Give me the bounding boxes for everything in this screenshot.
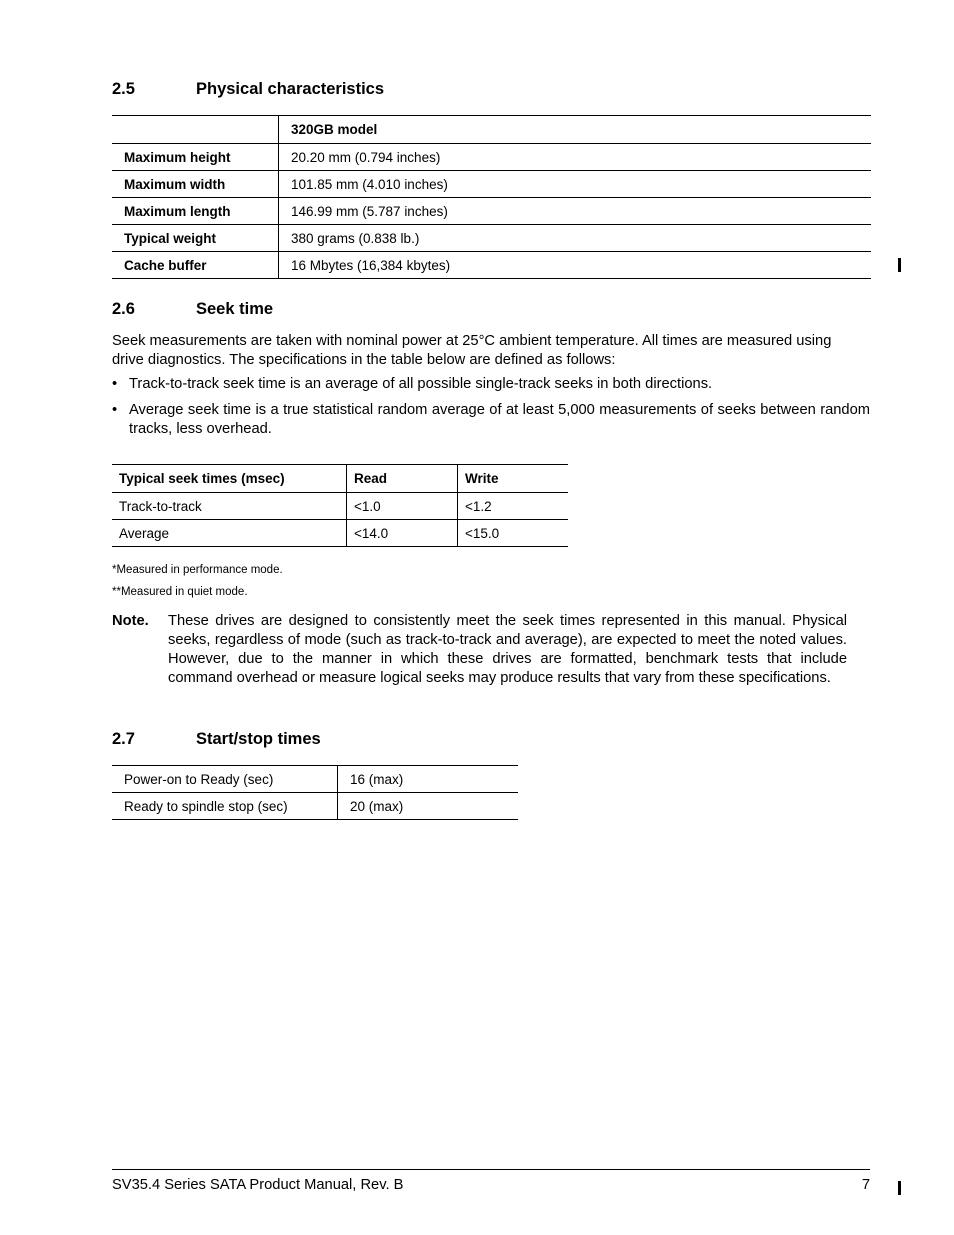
physical-characteristics-table xyxy=(112,115,871,279)
section-2-7-heading xyxy=(112,730,712,750)
seek-intro-line-1: Seek measurements are taken with nominal power at 25°C ambient temperature. All times are measured using xyxy=(112,333,832,349)
bullet-item xyxy=(112,401,870,441)
table-cell: 380 grams (0.838 lb.) xyxy=(279,225,872,252)
table-row xyxy=(112,766,518,793)
table-row xyxy=(112,171,871,198)
page-number: 7 xyxy=(861,1177,870,1193)
bullet-item xyxy=(112,375,870,395)
table-cell: Average xyxy=(119,525,170,541)
table-row xyxy=(112,252,871,279)
table-cell: <15.0 xyxy=(458,520,569,547)
table-header-cell: 320GB model xyxy=(279,116,872,144)
table-row xyxy=(112,493,568,520)
table-header-row xyxy=(112,116,871,144)
section-2-6-heading xyxy=(112,300,712,320)
table-cell: Maximum length xyxy=(124,203,231,219)
table-row xyxy=(112,793,518,820)
table-row xyxy=(112,144,871,171)
table-cell: 101.85 mm (4.010 inches) xyxy=(279,171,872,198)
seek-times-table xyxy=(112,464,568,547)
section-2-5-heading xyxy=(112,80,712,100)
bullet-icon: • xyxy=(112,402,118,418)
table-cell: Power-on to Ready (sec) xyxy=(124,771,274,787)
footnote-performance: *Measured in performance mode. xyxy=(112,564,283,576)
section-number: 2.5 xyxy=(112,80,135,98)
table-header-cell: Write xyxy=(458,465,569,493)
table-cell: <1.0 xyxy=(347,493,458,520)
section-title: Seek time xyxy=(196,300,274,318)
table-header-row xyxy=(112,465,568,493)
table-cell: 20 (max) xyxy=(338,793,519,820)
table-cell: 20.20 mm (0.794 inches) xyxy=(279,144,872,171)
table-header-cell xyxy=(112,116,279,144)
bullet-text: Average seek time is a true statistical random average of at least 5,000 measurements of seeks between random tracks, less overhead. xyxy=(129,402,870,437)
table-cell: 16 Mbytes (16,384 kbytes) xyxy=(279,252,872,279)
table-cell: Track-to-track xyxy=(119,498,202,514)
table-cell: <1.2 xyxy=(458,493,569,520)
section-title: Physical characteristics xyxy=(196,80,385,98)
table-cell: Ready to spindle stop (sec) xyxy=(124,798,288,814)
table-header-cell: Typical seek times (msec) xyxy=(119,471,285,486)
bullet-icon: • xyxy=(112,376,118,392)
note-text: These drives are designed to consistently meet the seek times represented in this manual. Physical seeks, regardless of mode (such as track-to-track and average), are expected to meet the noted values. However, due to the manner in which these drives are formatted, benchmark tests that include command overhead or measure logical seeks may produce results that vary from these specifications. xyxy=(168,613,847,686)
seek-intro-line-2: drive diagnostics. The specifications in the table below are defined as follows: xyxy=(112,352,616,368)
table-row xyxy=(112,198,871,225)
table-row xyxy=(112,225,871,252)
footnote-quiet: **Measured in quiet mode. xyxy=(112,586,248,598)
table-cell: Maximum width xyxy=(124,176,226,192)
table-cell: Maximum height xyxy=(124,149,231,165)
table-cell: Typical weight xyxy=(124,230,217,246)
section-title: Start/stop times xyxy=(196,730,321,748)
footer-title: SV35.4 Series SATA Product Manual, Rev. B xyxy=(112,1177,404,1193)
start-stop-times-table xyxy=(112,765,518,820)
table-cell: <14.0 xyxy=(347,520,458,547)
note-label: Note. xyxy=(112,613,149,629)
table-cell: 146.99 mm (5.787 inches) xyxy=(279,198,872,225)
change-bar xyxy=(898,258,901,272)
table-header-cell: Read xyxy=(347,465,458,493)
section-number: 2.6 xyxy=(112,300,135,318)
change-bar xyxy=(898,1181,901,1195)
bullet-text: Track-to-track seek time is an average of all possible single-track seeks in both directions. xyxy=(129,376,713,392)
table-row xyxy=(112,520,568,547)
section-number: 2.7 xyxy=(112,730,135,748)
table-cell: Cache buffer xyxy=(124,257,207,273)
footer-rule xyxy=(112,1169,870,1170)
table-cell: 16 (max) xyxy=(338,766,519,793)
